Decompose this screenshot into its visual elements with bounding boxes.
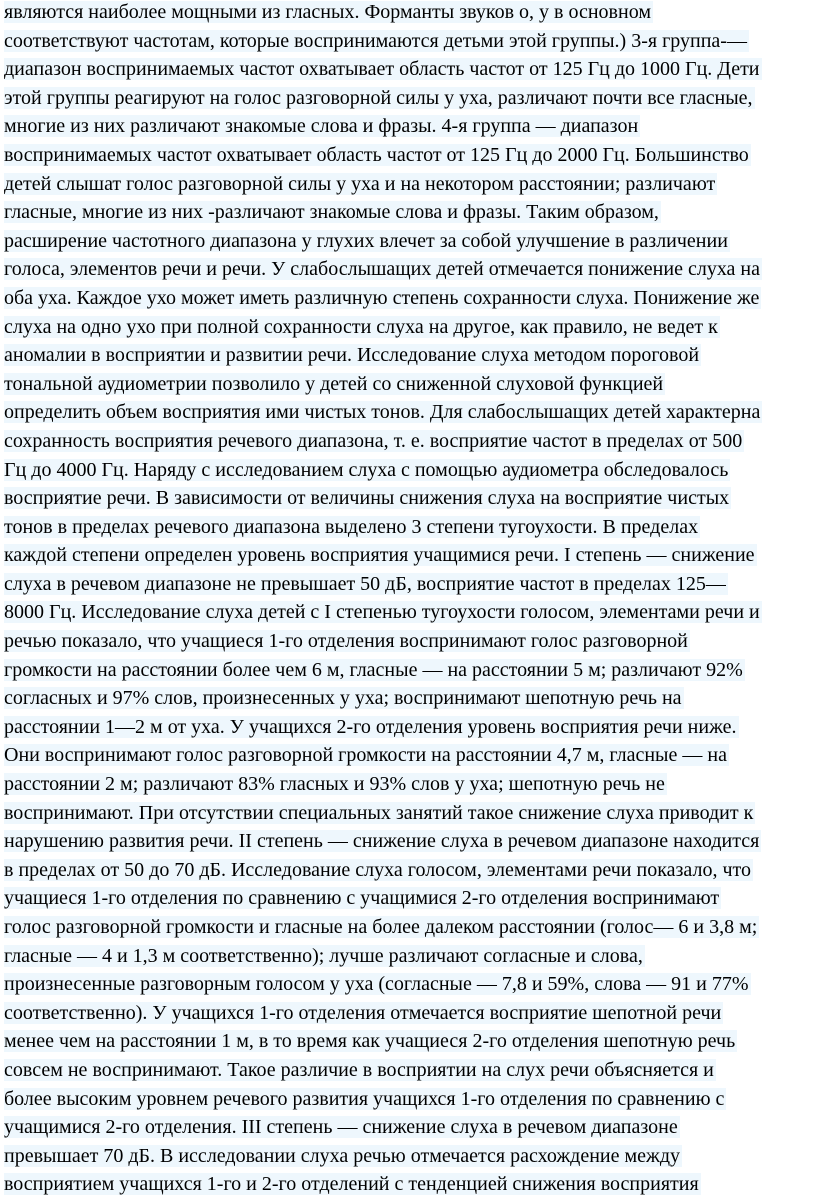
text-line-15 [0, 398, 816, 427]
text-line-29-content: воспринимают. При отсутствии специальных занятий такое снижение слуха приводит к [4, 801, 754, 824]
text-line-5 [0, 112, 816, 141]
text-line-40-content: учащимися 2-го отделения. III степень — снижение слуха в речевом диапазоне [4, 1116, 678, 1139]
text-line-42-content: восприятием учащихся 1-го и 2-го отделений с тенденцией снижения восприятия [4, 1173, 699, 1196]
text-line-22 [0, 598, 816, 627]
text-line-17 [0, 456, 816, 485]
text-line-27-content: Они воспринимают голос разговорной громкости на расстоянии 4,7 м, гласные — на [4, 744, 727, 767]
text-line-30 [0, 827, 816, 856]
text-line-19-content: тонов в пределах речевого диапазона выделено 3 степени тугоухости. В пределах [4, 515, 699, 538]
text-line-36-content: соответственно). У учащихся 1-го отделения отмечается восприятие шепотной речи [4, 1001, 722, 1024]
text-line-22-content: 8000 Гц. Исследование слуха детей с I степенью тугоухости голосом, элементами речи и [4, 601, 760, 624]
text-line-2 [0, 27, 816, 56]
text-line-26-content: расстоянии 1—2 м от уха. У учащихся 2-го отделения уровень восприятия речи ниже. [4, 715, 737, 738]
text-line-11-content: оба уха. Каждое ухо может иметь различную степень сохранности слуха. Понижение же [4, 286, 760, 309]
text-line-21 [0, 570, 816, 599]
text-line-14-content: тональной аудиометрии позволило у детей со сниженной слуховой функцией [4, 372, 664, 395]
text-line-8 [0, 198, 816, 227]
text-line-26 [0, 713, 816, 742]
text-line-13 [0, 341, 816, 370]
text-line-25-content: согласных и 97% слов, произнесенных у уха; воспринимают шепотную речь на [4, 687, 682, 710]
text-line-34-content: гласные — 4 и 1,3 м соответственно); лучше различают согласные и слова, [4, 944, 643, 967]
text-line-7-content: детей слышат голос разговорной силы у уха и на некотором расстоянии; различают [4, 172, 716, 195]
text-line-4-content: этой группы реагируют на голос разговорной силы у уха, различают почти все гласные, [4, 86, 753, 109]
text-line-3-content: диапазон воспринимаемых частот охватывает область частот от 125 Гц до 1000 Гц. Дети [4, 58, 760, 81]
text-line-18 [0, 484, 816, 513]
text-line-31-content: в пределах от 50 до 70 дБ. Исследование слуха голосом, элементами речи показало, что [4, 858, 751, 881]
text-line-1 [0, 0, 816, 27]
text-line-16-content: сохранность восприятия речевого диапазона, т. е. восприятие частот в пределах от 500 [4, 429, 743, 452]
text-line-5-content: многие из них различают знакомые слова и фразы. 4-я группа — диапазон [4, 115, 639, 138]
text-line-42 [0, 1170, 816, 1199]
text-line-34 [0, 942, 816, 971]
text-line-8-content: гласные, многие из них -различают знакомые слова и фразы. Таким образом, [4, 201, 659, 224]
text-line-35-content: произнесенные разговорным голосом у уха (согласные — 7,8 и 59%, слова — 91 и 77% [4, 973, 749, 996]
text-line-27 [0, 741, 816, 770]
text-line-20-content: каждой степени определен уровень восприятия учащимися речи. I степень — снижение [4, 544, 755, 567]
text-line-18-content: восприятие речи. В зависимости от величины снижения слуха на восприятие чистых [4, 487, 730, 510]
text-line-40 [0, 1113, 816, 1142]
text-line-7 [0, 170, 816, 199]
text-line-24 [0, 656, 816, 685]
text-line-23-content: речью показало, что учащиеся 1-го отделения воспринимают голос разговорной [4, 630, 688, 653]
text-line-32-content: учащиеся 1-го отделения по сравнению с учащимися 2-го отделения воспринимают [4, 887, 720, 910]
text-line-38 [0, 1056, 816, 1085]
text-line-6-content: воспринимаемых частот охватывает область частот от 125 Гц до 2000 Гц. Большинство [4, 143, 749, 166]
text-line-9-content: расширение частотного диапазона у глухих влечет за собой улучшение в различении [4, 229, 728, 252]
text-line-20 [0, 541, 816, 570]
text-line-3 [0, 55, 816, 84]
text-line-41-content: превышает 70 дБ. В исследовании слуха речью отмечается расхождение между [4, 1144, 681, 1167]
text-line-37-content: менее чем на расстоянии 1 м, в то время как учащиеся 2-го отделения шепотную речь [4, 1030, 736, 1053]
text-line-21-content: слуха в речевом диапазоне не превышает 50 дБ, восприятие частот в пределах 125— [4, 572, 726, 595]
text-line-6 [0, 141, 816, 170]
text-line-12 [0, 313, 816, 342]
text-line-35 [0, 970, 816, 999]
text-line-33-content: голос разговорной громкости и гласные на более далеком расстоянии (голос— 6 и 3,8 м; [4, 916, 758, 938]
text-line-13-content: аномалии в восприятии и развитии речи. Исследование слуха методом пороговой [4, 344, 700, 367]
text-line-9 [0, 227, 816, 256]
text-line-29 [0, 799, 816, 828]
text-line-17-content: Гц до 4000 Гц. Наряду с исследованием слуха с помощью аудиометра обследовалось [4, 458, 729, 481]
text-line-11 [0, 284, 816, 313]
text-line-10 [0, 255, 816, 284]
text-line-2-content: соответствуют частотам, которые воспринимаются детьми этой группы.) 3-я группа-— [4, 29, 747, 52]
text-line-41 [0, 1142, 816, 1171]
text-line-28-content: расстоянии 2 м; различают 83% гласных и 93% слов у уха; шепотную речь не [4, 773, 665, 796]
text-line-39 [0, 1085, 816, 1114]
text-line-19 [0, 513, 816, 542]
text-line-28 [0, 770, 816, 799]
text-line-15-content: определить объем восприятия ими чистых тонов. Для слабослышащих детей характерна [4, 401, 761, 424]
text-line-12-content: слуха на одно ухо при полной сохранности слуха на другое, как правило, не ведет к [4, 315, 718, 338]
text-line-24-content: громкости на расстоянии более чем 6 м, гласные — на расстоянии 5 м; различают 92% [4, 658, 743, 681]
text-line-25 [0, 684, 816, 713]
text-line-39-content: более высоким уровнем речевого развития учащихся 1-го отделения по сравнению с [4, 1087, 725, 1110]
text-line-23 [0, 627, 816, 656]
text-line-30-content: нарушению развития речи. II степень — снижение слуха в речевом диапазоне находится [4, 830, 760, 853]
text-line-10-content: голоса, элементов речи и речи. У слабослышащих детей отмечается понижение слуха на [4, 258, 761, 281]
text-line-36 [0, 999, 816, 1028]
text-line-32 [0, 884, 816, 913]
text-line-4 [0, 84, 816, 113]
text-line-33 [0, 913, 816, 942]
text-line-16 [0, 427, 816, 456]
text-line-38-content: совсем не воспринимают. Такое различие в восприятии на слух речи объясняется и [4, 1058, 714, 1081]
text-line-14 [0, 370, 816, 399]
text-line-1-content: являются наиболее мощными из гласных. Форманты звуков о, у в основном [4, 1, 651, 23]
text-line-37 [0, 1027, 816, 1056]
text-line-31 [0, 856, 816, 885]
